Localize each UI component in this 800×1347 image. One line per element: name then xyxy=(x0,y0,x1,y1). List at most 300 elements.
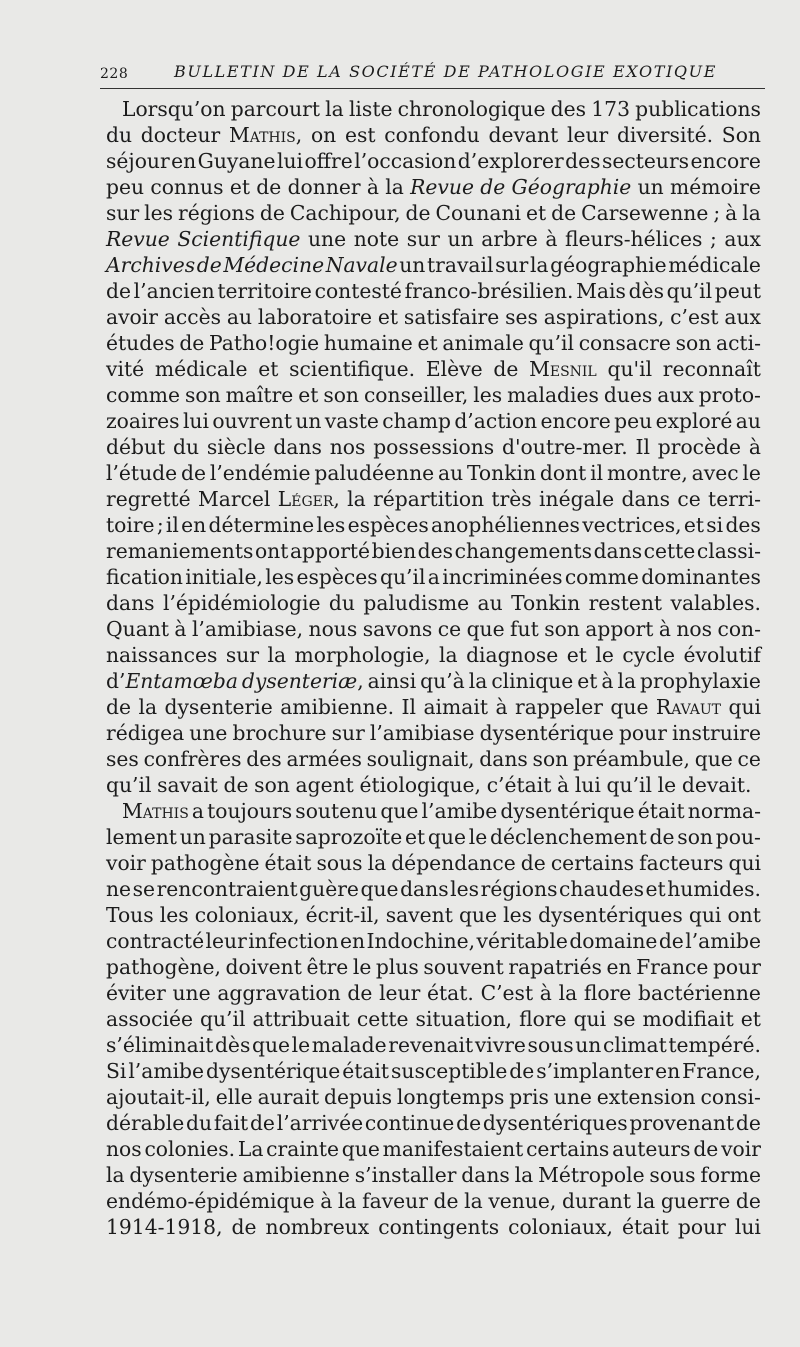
word: tempéré. xyxy=(668,1033,761,1057)
word: s’éliminait xyxy=(106,1033,214,1057)
word: vaste xyxy=(324,409,379,433)
word: coloniaux, xyxy=(508,1215,614,1239)
word: la xyxy=(367,851,387,875)
word: donner xyxy=(287,175,361,199)
word: de xyxy=(405,201,431,225)
word: certains xyxy=(550,851,635,875)
word: la xyxy=(617,669,637,693)
text-line xyxy=(106,772,761,798)
word: nos xyxy=(106,1137,142,1161)
word: Navale xyxy=(325,253,398,277)
word: attribuait xyxy=(252,1007,350,1031)
word: souvent xyxy=(423,955,504,979)
word: Il xyxy=(401,695,416,719)
word: toire xyxy=(106,513,155,537)
word: dysentériques xyxy=(538,903,683,927)
word: le xyxy=(352,955,372,979)
word: les xyxy=(473,383,503,407)
word: conseiller, xyxy=(363,383,469,407)
word: rapatriés xyxy=(508,955,602,979)
word: l’amibe xyxy=(128,1059,205,1083)
word: l’ancien xyxy=(133,279,215,303)
word: infection xyxy=(248,929,339,953)
word: paludéenne xyxy=(314,461,435,485)
word: dysentérique xyxy=(205,1059,341,1083)
text-line xyxy=(106,538,761,564)
word: et xyxy=(577,669,598,693)
word: dans xyxy=(400,877,449,901)
text-line xyxy=(106,746,761,772)
word: que xyxy=(610,695,649,719)
word: dès xyxy=(628,279,664,303)
word: des xyxy=(565,149,601,173)
word: l’occasion xyxy=(354,149,457,173)
word: Lorsqu’on xyxy=(122,97,226,121)
word: malade xyxy=(311,1033,387,1057)
word: consacre xyxy=(578,331,671,355)
word: sous xyxy=(316,851,363,875)
word: amibienne. xyxy=(280,695,395,719)
word: les xyxy=(503,903,532,927)
word: véritable xyxy=(476,929,568,953)
word: flore xyxy=(519,1007,567,1031)
word: de xyxy=(256,175,282,199)
word: anophéliennes xyxy=(431,513,580,537)
word: C’est xyxy=(480,981,534,1005)
word: son xyxy=(323,383,359,407)
word: longtemps xyxy=(396,1085,505,1109)
word: Mesnil xyxy=(529,357,597,381)
word: qui xyxy=(688,903,722,927)
word: fait xyxy=(213,1111,249,1135)
word: accès xyxy=(163,305,222,329)
word: que xyxy=(341,1137,380,1161)
word: est xyxy=(344,123,376,147)
word: s’implanter xyxy=(536,1059,654,1083)
text-line xyxy=(106,486,761,512)
word: publications xyxy=(635,97,761,121)
word: certains xyxy=(526,1137,610,1161)
word: d’Entamœba xyxy=(106,669,238,693)
word: ; xyxy=(709,227,717,251)
word: chaudes xyxy=(559,877,644,901)
word: de xyxy=(480,175,506,199)
word: de xyxy=(658,929,684,953)
word: son xyxy=(184,383,221,407)
word: inégale xyxy=(539,487,615,511)
word: dont xyxy=(539,461,587,485)
word: regretté xyxy=(106,487,191,511)
word: endémo-épidémique xyxy=(106,1189,315,1213)
text-line xyxy=(106,902,761,928)
word: incriminées xyxy=(442,565,563,589)
text-line xyxy=(106,356,761,382)
word: les xyxy=(265,565,295,589)
word: facteurs xyxy=(639,851,724,875)
word: associée xyxy=(106,1007,193,1031)
word: que xyxy=(694,747,733,771)
word: une xyxy=(172,981,211,1005)
word: guerre xyxy=(660,1189,731,1213)
word: Counani xyxy=(435,201,522,225)
text-line xyxy=(106,174,761,200)
word: lui xyxy=(182,409,209,433)
word: et xyxy=(404,825,426,849)
word: cycle xyxy=(622,643,676,667)
word: mémoire xyxy=(669,175,761,199)
word: pathogène xyxy=(150,851,260,875)
word: l’étude xyxy=(106,461,178,485)
word: le xyxy=(657,773,677,797)
word: voir xyxy=(106,851,146,875)
word: était xyxy=(622,1215,669,1239)
word: un xyxy=(447,227,474,251)
word: il xyxy=(165,513,179,537)
word: dans xyxy=(273,435,322,459)
word: leur xyxy=(566,123,609,147)
word: Métropole xyxy=(538,1163,645,1187)
word: aspirations, xyxy=(543,305,665,329)
word: la xyxy=(337,1189,357,1213)
word: changements xyxy=(454,539,593,563)
word: dès xyxy=(214,1033,251,1057)
word: susceptible xyxy=(391,1059,508,1083)
word: devant xyxy=(488,123,559,147)
word: peu xyxy=(106,175,145,199)
word: aggravation xyxy=(217,981,341,1005)
word: montre, xyxy=(606,461,688,485)
word: extension xyxy=(596,1085,696,1109)
word: territoire xyxy=(217,279,312,303)
word: à xyxy=(545,227,558,251)
word: humaine xyxy=(323,331,413,355)
word: et xyxy=(566,643,587,667)
word: encore xyxy=(540,409,611,433)
word: en xyxy=(181,513,207,537)
word: les xyxy=(144,201,174,225)
word: pathogène, xyxy=(106,955,221,979)
word: aux xyxy=(724,305,761,329)
word: que xyxy=(466,617,505,641)
word: de xyxy=(735,1189,761,1213)
word: qu’il xyxy=(666,279,713,303)
text-line xyxy=(106,122,761,148)
word: qu’il xyxy=(379,565,426,589)
word: situation, xyxy=(415,1007,513,1031)
word: que xyxy=(380,799,419,823)
word: revenait xyxy=(388,1033,474,1057)
word: lui xyxy=(574,773,601,797)
word: ont xyxy=(254,539,289,563)
word: d'outre-mer. xyxy=(502,435,628,459)
word: à xyxy=(557,773,570,797)
word: Il xyxy=(635,435,650,459)
word: qui xyxy=(728,851,761,875)
word: de xyxy=(551,201,577,225)
word: les xyxy=(316,513,346,537)
word: 173 xyxy=(591,97,630,121)
word: son xyxy=(254,773,290,797)
word: de xyxy=(509,1059,535,1083)
word: vivre xyxy=(474,1033,526,1057)
word: de xyxy=(493,357,519,381)
text-line xyxy=(106,590,761,616)
word: état. xyxy=(427,981,474,1005)
word: restent xyxy=(588,591,663,615)
word: l’amibiase, xyxy=(191,617,304,641)
word: au xyxy=(477,591,503,615)
word: climat xyxy=(602,1033,667,1057)
word: l’arrivée xyxy=(276,1111,364,1135)
word: naissances xyxy=(106,643,218,667)
word: la xyxy=(267,643,287,667)
word: peu xyxy=(614,409,653,433)
word: du xyxy=(106,123,133,147)
word: être xyxy=(306,955,349,979)
text-line xyxy=(106,408,761,434)
word: rappeler xyxy=(515,695,603,719)
word: venue, xyxy=(488,1189,557,1213)
word: Ravaut xyxy=(655,695,722,719)
text-line xyxy=(106,824,761,850)
word: Quant xyxy=(106,617,169,641)
word: séjour xyxy=(106,149,170,173)
word: provenant xyxy=(629,1111,735,1135)
text-line xyxy=(106,616,761,642)
word: secteurs xyxy=(602,149,690,173)
word: régions xyxy=(178,201,255,225)
word: dans xyxy=(621,487,671,511)
text-line xyxy=(106,1110,761,1136)
word: et xyxy=(258,357,279,381)
text-line xyxy=(106,798,761,824)
word: pour xyxy=(618,721,667,745)
word: une xyxy=(553,1085,592,1109)
word: que xyxy=(427,825,466,849)
text-line xyxy=(106,434,761,460)
word: au xyxy=(226,305,253,329)
word: brochure xyxy=(232,721,327,745)
word: étiologique, xyxy=(359,773,482,797)
word: à xyxy=(366,175,379,199)
word: et xyxy=(229,175,250,199)
word: Géographie xyxy=(511,175,632,199)
word: diagnose xyxy=(466,643,559,667)
word: offre xyxy=(304,149,353,173)
word: nos xyxy=(329,435,366,459)
word: que xyxy=(251,1033,291,1057)
word: et xyxy=(417,331,438,355)
word: nos xyxy=(676,617,713,641)
text-line xyxy=(106,148,761,174)
word: forme xyxy=(700,1163,761,1187)
word: les xyxy=(159,903,189,927)
text-line xyxy=(106,720,761,746)
word: dominantes xyxy=(641,565,761,589)
word: son xyxy=(675,331,712,355)
word: de xyxy=(693,1137,719,1161)
word: du xyxy=(172,435,200,459)
word: de xyxy=(520,851,546,875)
word: voir xyxy=(721,1137,761,1161)
word: à xyxy=(539,981,552,1005)
word: son xyxy=(677,825,713,849)
text-line xyxy=(106,668,761,694)
word: Archives xyxy=(106,253,196,277)
text-line xyxy=(106,694,761,720)
word: crainte xyxy=(266,1137,340,1161)
word: contingents xyxy=(378,1215,500,1239)
word: terri- xyxy=(708,487,761,511)
word: norma- xyxy=(687,799,761,823)
word: les xyxy=(450,877,480,901)
word: la xyxy=(347,487,366,511)
word: régions xyxy=(480,877,558,901)
word: la xyxy=(636,1189,656,1213)
word: colonies. xyxy=(144,1137,236,1161)
word: confondu xyxy=(384,123,480,147)
word: acti- xyxy=(715,331,761,355)
word: contesté xyxy=(314,279,402,303)
word: que xyxy=(458,903,497,927)
word: de xyxy=(223,773,249,797)
word: bien xyxy=(371,539,417,563)
text-line xyxy=(106,200,761,226)
word: soutenu xyxy=(295,799,378,823)
text-line xyxy=(106,1058,761,1084)
word: reconnaît xyxy=(662,357,761,381)
word: parasite xyxy=(208,825,293,849)
word: la xyxy=(106,1163,125,1187)
word: un xyxy=(399,253,426,277)
word: pour xyxy=(712,955,761,979)
word: espèces xyxy=(296,565,378,589)
word: lui xyxy=(276,149,303,173)
word: d’action xyxy=(454,409,538,433)
word: Revue xyxy=(410,175,474,199)
word: un xyxy=(637,175,664,199)
word: connus xyxy=(150,175,224,199)
word: études xyxy=(106,331,175,355)
word: Mais xyxy=(576,279,626,303)
word: de xyxy=(106,279,131,303)
word: la xyxy=(529,253,549,277)
word: était xyxy=(264,851,312,875)
word: animale xyxy=(442,331,524,355)
word: de xyxy=(196,253,222,277)
text-line xyxy=(106,330,761,356)
word: en xyxy=(339,929,366,953)
word: exploré xyxy=(655,409,733,433)
word: armées xyxy=(286,747,362,771)
word: encore xyxy=(690,149,761,173)
word: l’amibiase xyxy=(369,721,475,745)
word: sous xyxy=(527,1033,574,1057)
word: de xyxy=(433,1189,459,1213)
word: siècle xyxy=(206,435,266,459)
word: fication xyxy=(106,565,183,589)
word: morphologie, xyxy=(294,643,431,667)
word: des xyxy=(725,513,761,537)
word: Tonkin xyxy=(511,591,581,615)
word: rédigea xyxy=(106,721,185,745)
text-line xyxy=(106,850,761,876)
word: la xyxy=(325,97,344,121)
word: lui xyxy=(734,1215,761,1239)
word: durant xyxy=(561,1189,632,1213)
text-line xyxy=(106,564,761,590)
running-title: BULLETIN DE LA SOCIÉTÉ DE PATHOLOGIE EXOTIQUE xyxy=(174,62,717,81)
word: Médecine xyxy=(223,253,325,277)
word: à xyxy=(320,1189,333,1213)
word: domaine xyxy=(569,929,658,953)
word: était xyxy=(637,799,685,823)
word: s’installer xyxy=(354,1163,457,1187)
word: une xyxy=(308,227,347,251)
word: remaniements xyxy=(106,539,254,563)
word: champ xyxy=(382,409,451,433)
word: il xyxy=(590,461,604,485)
word: modifiait xyxy=(642,1007,734,1031)
word: qui xyxy=(573,1007,607,1031)
word: dérable xyxy=(106,1111,185,1135)
word: des xyxy=(417,539,454,563)
word: de xyxy=(106,695,131,719)
text-line xyxy=(106,980,761,1006)
word: dysenterie xyxy=(164,695,273,719)
word: d’explorer xyxy=(457,149,564,173)
word: un xyxy=(179,825,206,849)
word: Scientifique xyxy=(177,227,301,251)
text-line xyxy=(106,928,761,954)
word: saprozoïte xyxy=(295,825,403,849)
text-line xyxy=(106,1084,761,1110)
word: contracté xyxy=(106,929,205,953)
word: depuis xyxy=(324,1085,392,1109)
word: dépendance xyxy=(391,851,516,875)
word: sur xyxy=(331,721,365,745)
word: son xyxy=(544,617,580,641)
word: qu’il xyxy=(106,773,152,797)
word: con- xyxy=(717,617,761,641)
text-line xyxy=(106,460,761,486)
word: préambule, xyxy=(572,747,690,771)
word: valables. xyxy=(670,591,761,615)
word: ses xyxy=(505,305,538,329)
word: en xyxy=(606,955,632,979)
word: la xyxy=(742,201,761,225)
word: zoaires xyxy=(106,409,180,433)
word: clinique xyxy=(491,669,574,693)
word: prophylaxie xyxy=(640,669,761,693)
word: répartition xyxy=(373,487,485,511)
word: son xyxy=(532,747,569,771)
word: ce xyxy=(677,487,701,511)
text-line xyxy=(106,252,761,278)
word: dues xyxy=(603,383,653,407)
word: Mathis xyxy=(122,799,189,823)
word: Elève xyxy=(425,357,483,381)
word: satisfaire xyxy=(403,305,500,329)
word: de xyxy=(649,825,675,849)
word: ne xyxy=(106,877,132,901)
word: Patho!ogie xyxy=(209,331,320,355)
word: faveur xyxy=(362,1189,428,1213)
word: classi- xyxy=(696,539,761,563)
word: dysenteriæ, xyxy=(241,669,364,693)
word: travail xyxy=(427,253,494,277)
word: toujours xyxy=(207,799,293,823)
